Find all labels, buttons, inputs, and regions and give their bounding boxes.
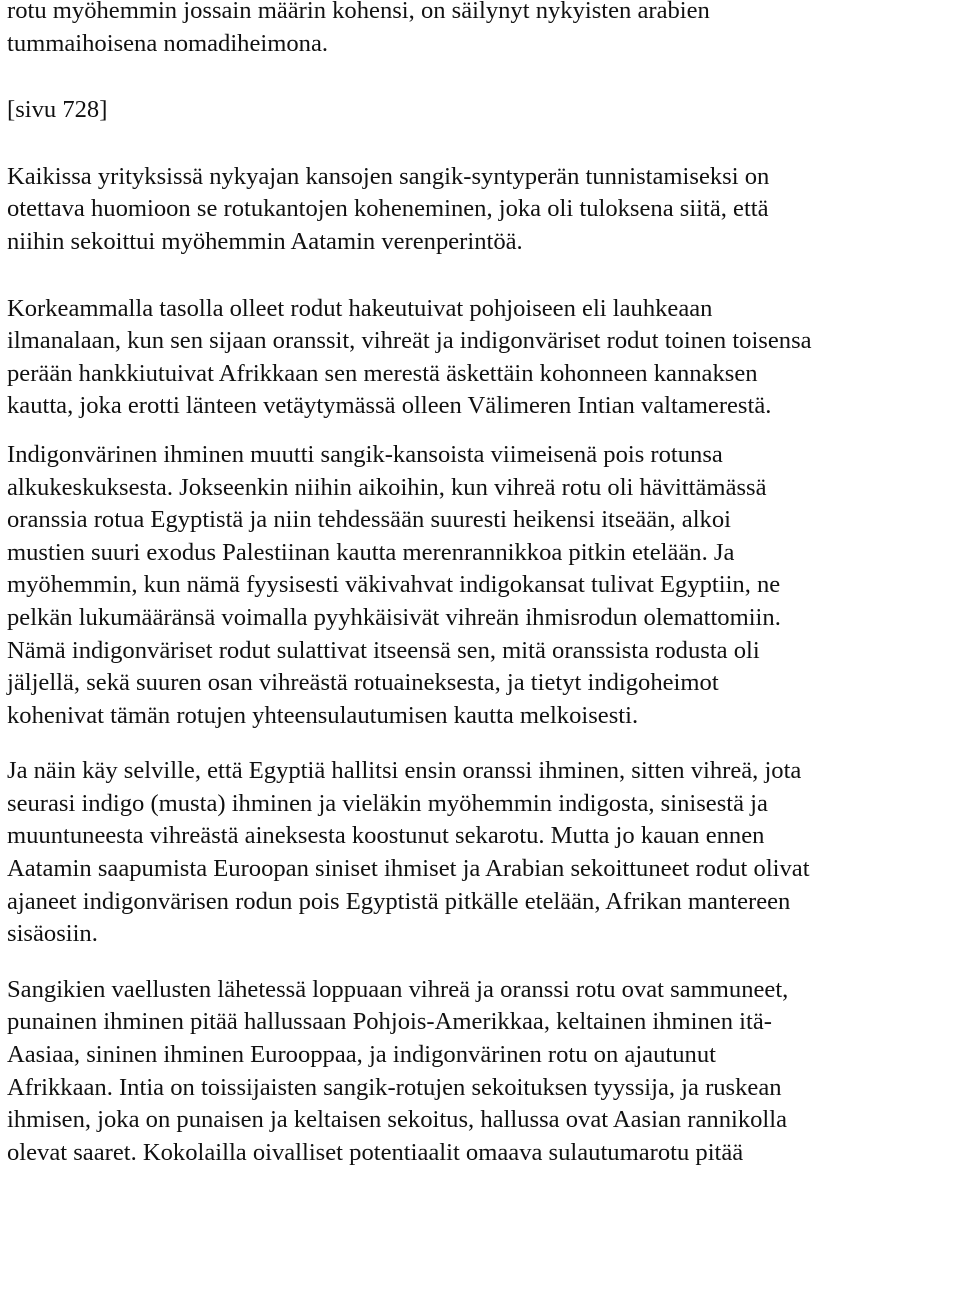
paragraph-intro-continuation: rotu myöhemmin jossain määrin kohensi, on säilynyt nykyisten arabien tummaihoisena nomadiheimona. xyxy=(7,0,710,57)
paragraph-indigo-exodus: Indigonvärinen ihminen muutti sangik-kansoista viimeisenä pois rotunsa alkukeskuksesta. Jokseenkin niihin aikoihin, kun vihreä rotu oli hävittämässä oranssia rotua Egyptistä ja niin tehdessään suuresti heikensi itseään, alkoi mustien suuri exodus Palestiinan kautta merenrannikkoa pitkin etelään. Ja myöhemmin, kun nämä fyysisesti väkivahvat indigokansat tulivat Egyptiin, ne pelkän lukumääränsä voimalla pyyhkäisivät vihreän ihmisrodun olemattomiin. Nämä indigonväriset rodut sulattivat itseensä sen, mitä oranssista rodusta oli jäljellä, sekä suuren osan vihreästä rotuaineksesta, ja tietyt indigoheimot kohenivat tämän rotujen yhteensulautumisen kautta melkoisesti. xyxy=(7,440,781,729)
page-marker: [sivu 728] xyxy=(7,96,108,124)
document-page xyxy=(7,0,957,1169)
paragraph-egypt-rulers: Ja näin käy selville, että Egyptiä hallitsi ensin oranssi ihminen, sitten vihreä, jota seurasi indigo (musta) ihminen ja vieläkin myöhemmin indigosta, sinisestä ja muuntuneesta vihreästä aineksesta koostunut sekarotu. Mutta jo kauan ennen Aatamin saapumista Euroopan siniset ihmiset ja Arabian sekoittuneet rodut olivat ajaneet indigonvärisen rodun pois Egyptistä pitkälle etelään, Afrikan mantereen sisäosiin. xyxy=(7,757,810,948)
paragraph-northern-migration: Korkeammalla tasolla olleet rodut hakeutuivat pohjoiseen eli lauhkeaan ilmanalaan, kun sen sijaan oranssit, vihreät ja indigonväriset rodut toinen toisensa perään hankkiutuivat Afrikkaan sen merestä äskettäin kohonneen kannaksen kautta, joka erotti länteen vetäytymässä olleen Välimeren Intian valtamerestä. xyxy=(7,294,812,420)
paragraph-sangik-origin: Kaikissa yrityksissä nykyajan kansojen sangik-syntyperän tunnistamiseksi on otettava huomioon se rotukantojen koheneminen, joka oli tuloksena siitä, että niihin sekoittui myöhemmin Aatamin verenperintöä. xyxy=(7,162,770,255)
paragraph-sangik-migrations-end: Sangikien vaellusten lähetessä loppuaan vihreä ja oranssi rotu ovat sammuneet, punainen ihminen pitää hallussaan Pohjois-Amerikkaa, keltainen ihminen itä- Aasiaa, sininen ihminen Eurooppaa, ja indigonvärinen rotu on ajautunut Afrikkaan. Intia on toissijaisten sangik-rotujen sekoituksen tyyssija, ja ruskean ihmisen, joka on punaisen ja keltaisen sekoitus, hallussa ovat Aasian rannikolla olevat saaret. Kokolailla oivalliset potentiaalit omaava sulautumarotu pitää xyxy=(7,975,789,1166)
